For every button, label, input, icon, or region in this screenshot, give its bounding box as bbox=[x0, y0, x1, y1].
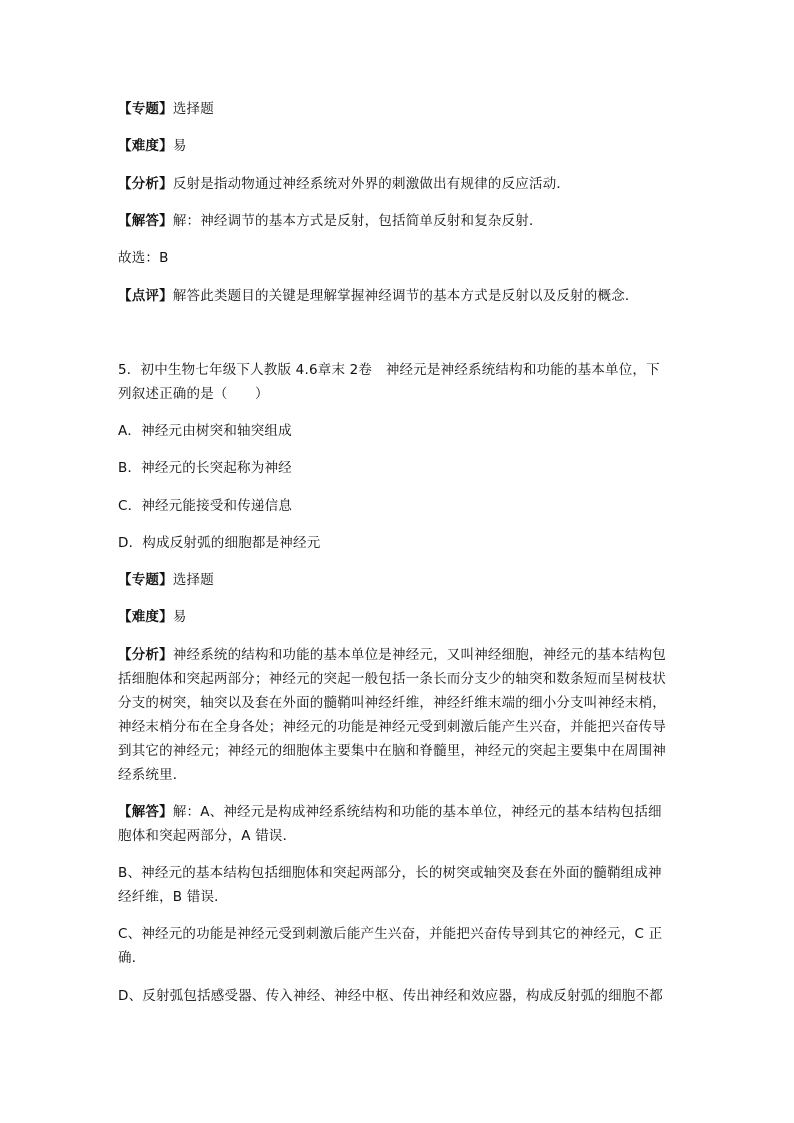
q5-option-d: D．构成反射弧的细胞都是神经元 bbox=[118, 535, 321, 551]
q5-difficulty-line bbox=[118, 608, 187, 626]
q5-answer-line-1 bbox=[118, 803, 662, 821]
q5-difficulty-label: 【难度】 bbox=[118, 609, 173, 625]
q5-analysis-line-2: 括细胞体和突起两部分；神经元的突起一般包括一条长而分支少的轴突和数条短而呈树枝状 bbox=[118, 671, 666, 687]
q4-analysis-text: 反射是指动物通过神经系统对外界的刺激做出有规律的反应活动． bbox=[172, 176, 571, 192]
q4-difficulty-label: 【难度】 bbox=[118, 138, 173, 154]
q4-answer-label: 【解答】 bbox=[118, 213, 173, 229]
q4-difficulty-line bbox=[118, 137, 187, 155]
q5-answer-line-2: 胞体和突起两部分，A 错误． bbox=[118, 828, 297, 844]
q5-analysis-line-5: 到其它的神经元；神经元的细胞体主要集中在脑和脊髓里，神经元的突起主要集中在周围神 bbox=[118, 743, 666, 759]
q5-c-line-2: 确． bbox=[118, 950, 146, 966]
q5-option-b: B．神经元的长突起称为神经 bbox=[118, 460, 292, 476]
q5-difficulty-value: 易 bbox=[172, 609, 187, 625]
q5-b-line-1: B、神经元的基本结构包括细胞体和突起两部分，长的树突或轴突及套在外面的髓鞘组成神 bbox=[118, 865, 662, 881]
q5-analysis-line-4: 神经末梢分布在全身各处；神经元的功能是神经元受到刺激后能产生兴奋，并能把兴奋传导 bbox=[118, 719, 666, 735]
q5-analysis-label: 【分析】 bbox=[118, 647, 173, 663]
q5-stem-line-1: 5．初中生物七年级下人教版 4.6章末 2卷 神经元是神经系统结构和功能的基本单位，下 bbox=[118, 362, 660, 378]
q5-analysis-line-3: 分支的树突，轴突以及套在外面的髓鞘叫神经纤维，神经纤维末端的细小分支叫神经末梢， bbox=[118, 695, 666, 711]
q4-comment-text: 解答此类题目的关键是理解掌握神经调节的基本方式是反射以及反射的概念． bbox=[172, 288, 639, 304]
q5-option-a: A．神经元由树突和轴突组成 bbox=[118, 423, 292, 439]
q5-topic-line bbox=[118, 571, 214, 589]
q5-stem-line-2: 列叙述正确的是（ ） bbox=[118, 386, 269, 402]
q4-comment-label: 【点评】 bbox=[118, 288, 173, 304]
q4-difficulty-value: 易 bbox=[172, 138, 187, 154]
q4-topic-value: 选择题 bbox=[172, 101, 214, 117]
q5-analysis-line-6: 经系统里． bbox=[118, 767, 187, 783]
q4-choice-line: 故选：B bbox=[118, 250, 169, 266]
q5-topic-value: 选择题 bbox=[172, 572, 214, 588]
q5-topic-label: 【专题】 bbox=[118, 572, 173, 588]
q4-answer-line bbox=[118, 212, 543, 230]
q4-topic-label: 【专题】 bbox=[118, 101, 173, 117]
q5-answer-label: 【解答】 bbox=[118, 804, 173, 820]
q5-b-line-2: 经纤维，B 错误． bbox=[118, 889, 228, 905]
q5-analysis-text-1: 神经系统的结构和功能的基本单位是神经元，又叫神经细胞，神经元的基本结构包 bbox=[172, 647, 667, 663]
q5-c-line-1: C、神经元的功能是神经元受到刺激后能产生兴奋，并能把兴奋传导到其它的神经元，C 正 bbox=[118, 926, 663, 942]
q4-analysis-label: 【分析】 bbox=[118, 176, 173, 192]
q4-topic-line bbox=[118, 100, 214, 118]
q5-option-c: C．神经元能接受和传递信息 bbox=[118, 498, 293, 514]
q5-analysis-line-1 bbox=[118, 646, 666, 664]
q5-answer-text-1: 解：A、神经元是构成神经系统结构和功能的基本单位，神经元的基本结构包括细 bbox=[172, 804, 662, 820]
q4-analysis-line bbox=[118, 175, 570, 193]
q4-comment-line bbox=[118, 287, 639, 305]
q5-d-line-1: D、反射弧包括感受器、传入神经、神经中枢、传出神经和效应器，构成反射弧的细胞不都 bbox=[118, 988, 663, 1004]
q4-answer-text: 解：神经调节的基本方式是反射，包括简单反射和复杂反射． bbox=[172, 213, 543, 229]
